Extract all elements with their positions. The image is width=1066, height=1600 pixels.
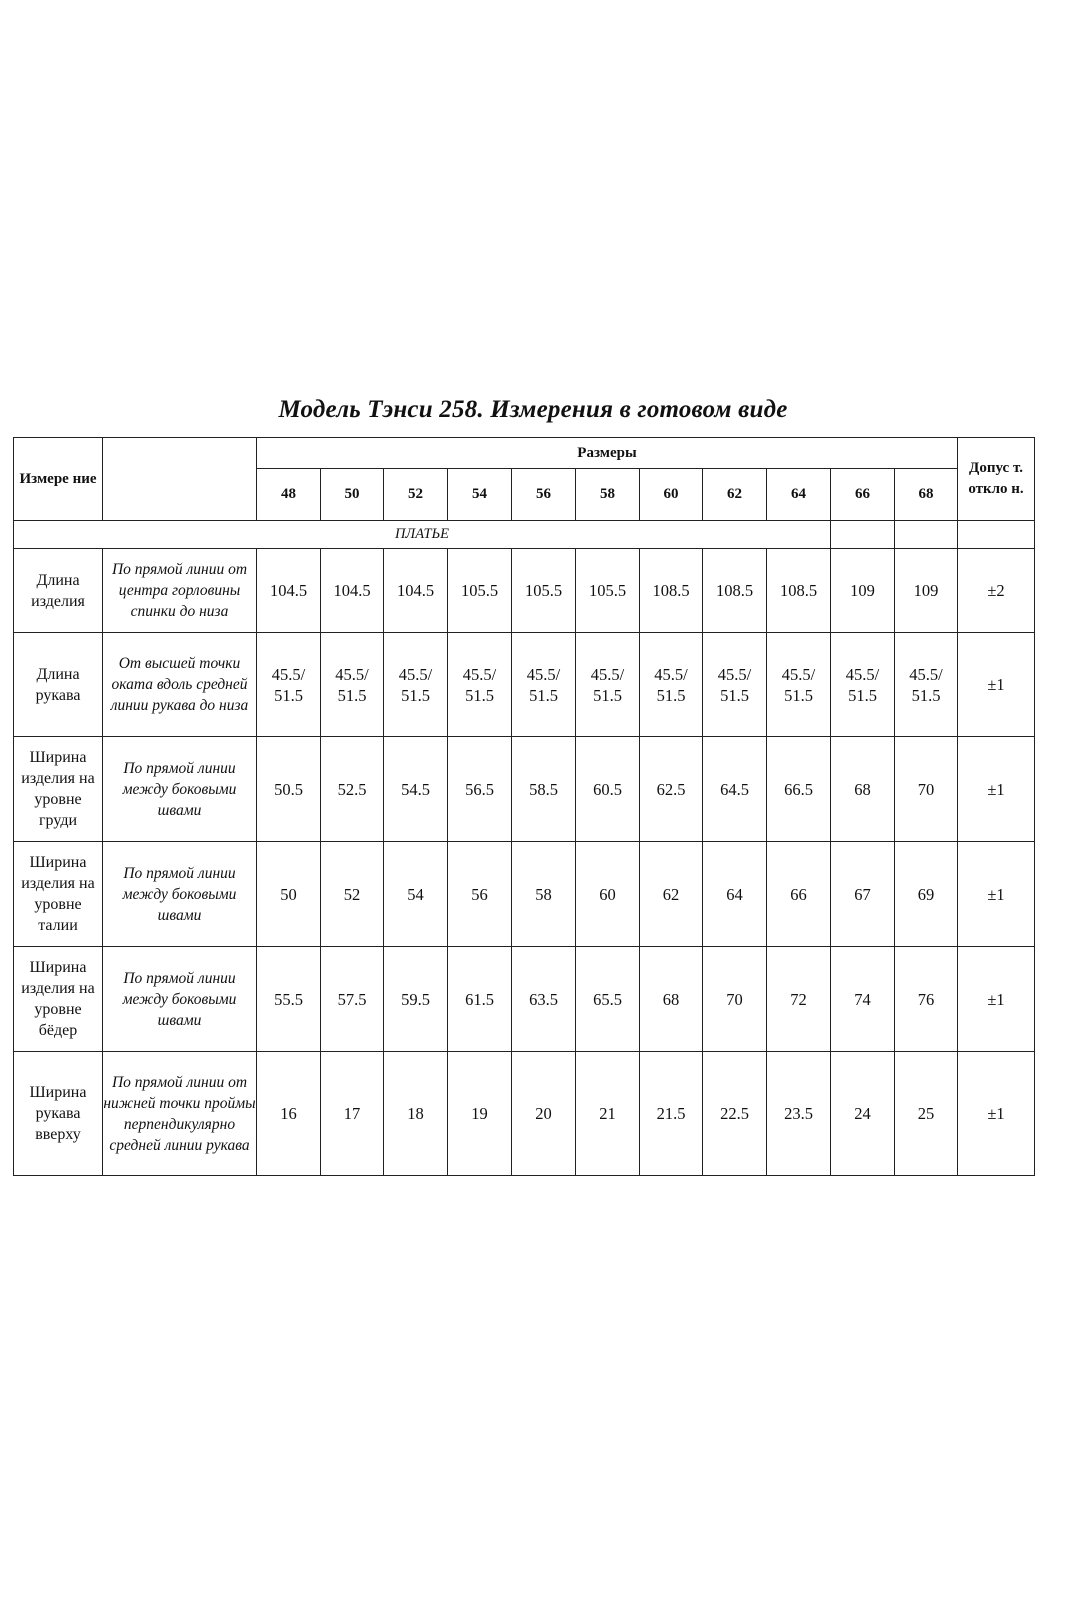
size-value-cell: 56.5 [448, 737, 512, 842]
measurement-name: Ширина изделия на уровне груди [14, 737, 103, 842]
measurement-name: Ширина рукава вверху [14, 1052, 103, 1176]
size-value-cell: 104.5 [384, 549, 448, 633]
tolerance-value: ±1 [958, 842, 1035, 947]
size-value-cell: 56 [448, 842, 512, 947]
size-value-cell: 70 [703, 947, 767, 1052]
measurement-row [14, 633, 1035, 737]
tolerance-value: ±1 [958, 633, 1035, 737]
tolerance-value: ±1 [958, 947, 1035, 1052]
size-value-cell: 45.5/ 51.5 [448, 633, 512, 737]
size-column-header: 48 [257, 469, 321, 521]
size-value-cell: 21 [576, 1052, 640, 1176]
size-column-header: 56 [512, 469, 576, 521]
size-value-cell: 23.5 [767, 1052, 831, 1176]
size-value-cell: 45.5/ 51.5 [384, 633, 448, 737]
tolerance-value: ±2 [958, 549, 1035, 633]
size-chart-table [13, 437, 1035, 1176]
size-value-cell: 67 [831, 842, 895, 947]
size-value-cell: 45.5/ 51.5 [512, 633, 576, 737]
size-column-header: 50 [321, 469, 384, 521]
size-column-header: 66 [831, 469, 895, 521]
section-label: ПЛАТЬЕ [14, 521, 831, 549]
size-value-cell: 22.5 [703, 1052, 767, 1176]
size-value-cell: 25 [895, 1052, 958, 1176]
size-value-cell: 72 [767, 947, 831, 1052]
size-column-header: 68 [895, 469, 958, 521]
measurement-name: Длина изделия [14, 549, 103, 633]
size-value-cell: 45.5/ 51.5 [703, 633, 767, 737]
size-value-cell: 63.5 [512, 947, 576, 1052]
size-column-header: 62 [703, 469, 767, 521]
sizes-header: Размеры [257, 438, 958, 469]
size-column-header: 54 [448, 469, 512, 521]
size-value-cell: 68 [831, 737, 895, 842]
size-value-cell: 50 [257, 842, 321, 947]
measurement-description: По прямой линии от центра горловины спинки до низа [103, 549, 257, 633]
size-value-cell: 24 [831, 1052, 895, 1176]
size-value-cell: 50.5 [257, 737, 321, 842]
size-value-cell: 65.5 [576, 947, 640, 1052]
size-value-cell: 74 [831, 947, 895, 1052]
section-spacer-cell [958, 521, 1035, 549]
size-value-cell: 76 [895, 947, 958, 1052]
document-title: Модель Тэнси 258. Измерения в готовом виде [278, 396, 788, 423]
measurement-description: По прямой линии между боковыми швами [103, 842, 257, 947]
size-value-cell: 59.5 [384, 947, 448, 1052]
size-value-cell: 52 [321, 842, 384, 947]
measurement-row [14, 549, 1035, 633]
size-value-cell: 55.5 [257, 947, 321, 1052]
size-column-header: 58 [576, 469, 640, 521]
measurement-row [14, 947, 1035, 1052]
tolerance-header: Допус т. откло н. [958, 438, 1035, 521]
measurement-name: Длина рукава [14, 633, 103, 737]
size-value-cell: 16 [257, 1052, 321, 1176]
size-value-cell: 109 [831, 549, 895, 633]
size-value-cell: 45.5/ 51.5 [640, 633, 703, 737]
size-column-header: 64 [767, 469, 831, 521]
size-value-cell: 54 [384, 842, 448, 947]
size-value-cell: 69 [895, 842, 958, 947]
measurement-description: По прямой линии от нижней точки проймы перпендикулярно средней линии рукава [103, 1052, 257, 1176]
size-value-cell: 70 [895, 737, 958, 842]
size-value-cell: 18 [384, 1052, 448, 1176]
size-value-cell: 105.5 [576, 549, 640, 633]
size-value-cell: 19 [448, 1052, 512, 1176]
size-value-cell: 64.5 [703, 737, 767, 842]
size-value-cell: 60 [576, 842, 640, 947]
size-value-cell: 57.5 [321, 947, 384, 1052]
size-column-header: 52 [384, 469, 448, 521]
size-value-cell: 45.5/ 51.5 [895, 633, 958, 737]
size-value-cell: 20 [512, 1052, 576, 1176]
section-row [14, 521, 1035, 549]
section-spacer-cell [831, 521, 895, 549]
size-value-cell: 45.5/ 51.5 [576, 633, 640, 737]
size-value-cell: 60.5 [576, 737, 640, 842]
size-value-cell: 45.5/ 51.5 [831, 633, 895, 737]
size-value-cell: 61.5 [448, 947, 512, 1052]
size-value-cell: 105.5 [512, 549, 576, 633]
size-value-cell: 62 [640, 842, 703, 947]
size-value-cell: 108.5 [767, 549, 831, 633]
size-value-cell: 68 [640, 947, 703, 1052]
size-value-cell: 54.5 [384, 737, 448, 842]
size-value-cell: 66.5 [767, 737, 831, 842]
measurement-header: Измере ние [14, 438, 103, 521]
size-value-cell: 104.5 [257, 549, 321, 633]
size-value-cell: 45.5/ 51.5 [767, 633, 831, 737]
size-value-cell: 105.5 [448, 549, 512, 633]
size-value-cell: 58 [512, 842, 576, 947]
size-value-cell: 108.5 [640, 549, 703, 633]
tolerance-value: ±1 [958, 737, 1035, 842]
measurement-row [14, 842, 1035, 947]
size-value-cell: 58.5 [512, 737, 576, 842]
measurement-name: Ширина изделия на уровне талии [14, 842, 103, 947]
measurement-row [14, 737, 1035, 842]
section-spacer-cell [895, 521, 958, 549]
size-value-cell: 52.5 [321, 737, 384, 842]
measurement-description: От высшей точки оката вдоль средней линии рукава до низа [103, 633, 257, 737]
measurement-description: По прямой линии между боковыми швами [103, 737, 257, 842]
size-value-cell: 45.5/ 51.5 [257, 633, 321, 737]
size-value-cell: 104.5 [321, 549, 384, 633]
description-header [103, 438, 257, 521]
size-value-cell: 109 [895, 549, 958, 633]
measurement-row [14, 1052, 1035, 1176]
size-column-header: 60 [640, 469, 703, 521]
size-value-cell: 45.5/ 51.5 [321, 633, 384, 737]
size-value-cell: 21.5 [640, 1052, 703, 1176]
size-value-cell: 64 [703, 842, 767, 947]
size-value-cell: 62.5 [640, 737, 703, 842]
size-value-cell: 66 [767, 842, 831, 947]
measurement-description: По прямой линии между боковыми швами [103, 947, 257, 1052]
measurement-name: Ширина изделия на уровне бёдер [14, 947, 103, 1052]
tolerance-value: ±1 [958, 1052, 1035, 1176]
size-value-cell: 108.5 [703, 549, 767, 633]
size-value-cell: 17 [321, 1052, 384, 1176]
header-row-top [14, 438, 1035, 469]
